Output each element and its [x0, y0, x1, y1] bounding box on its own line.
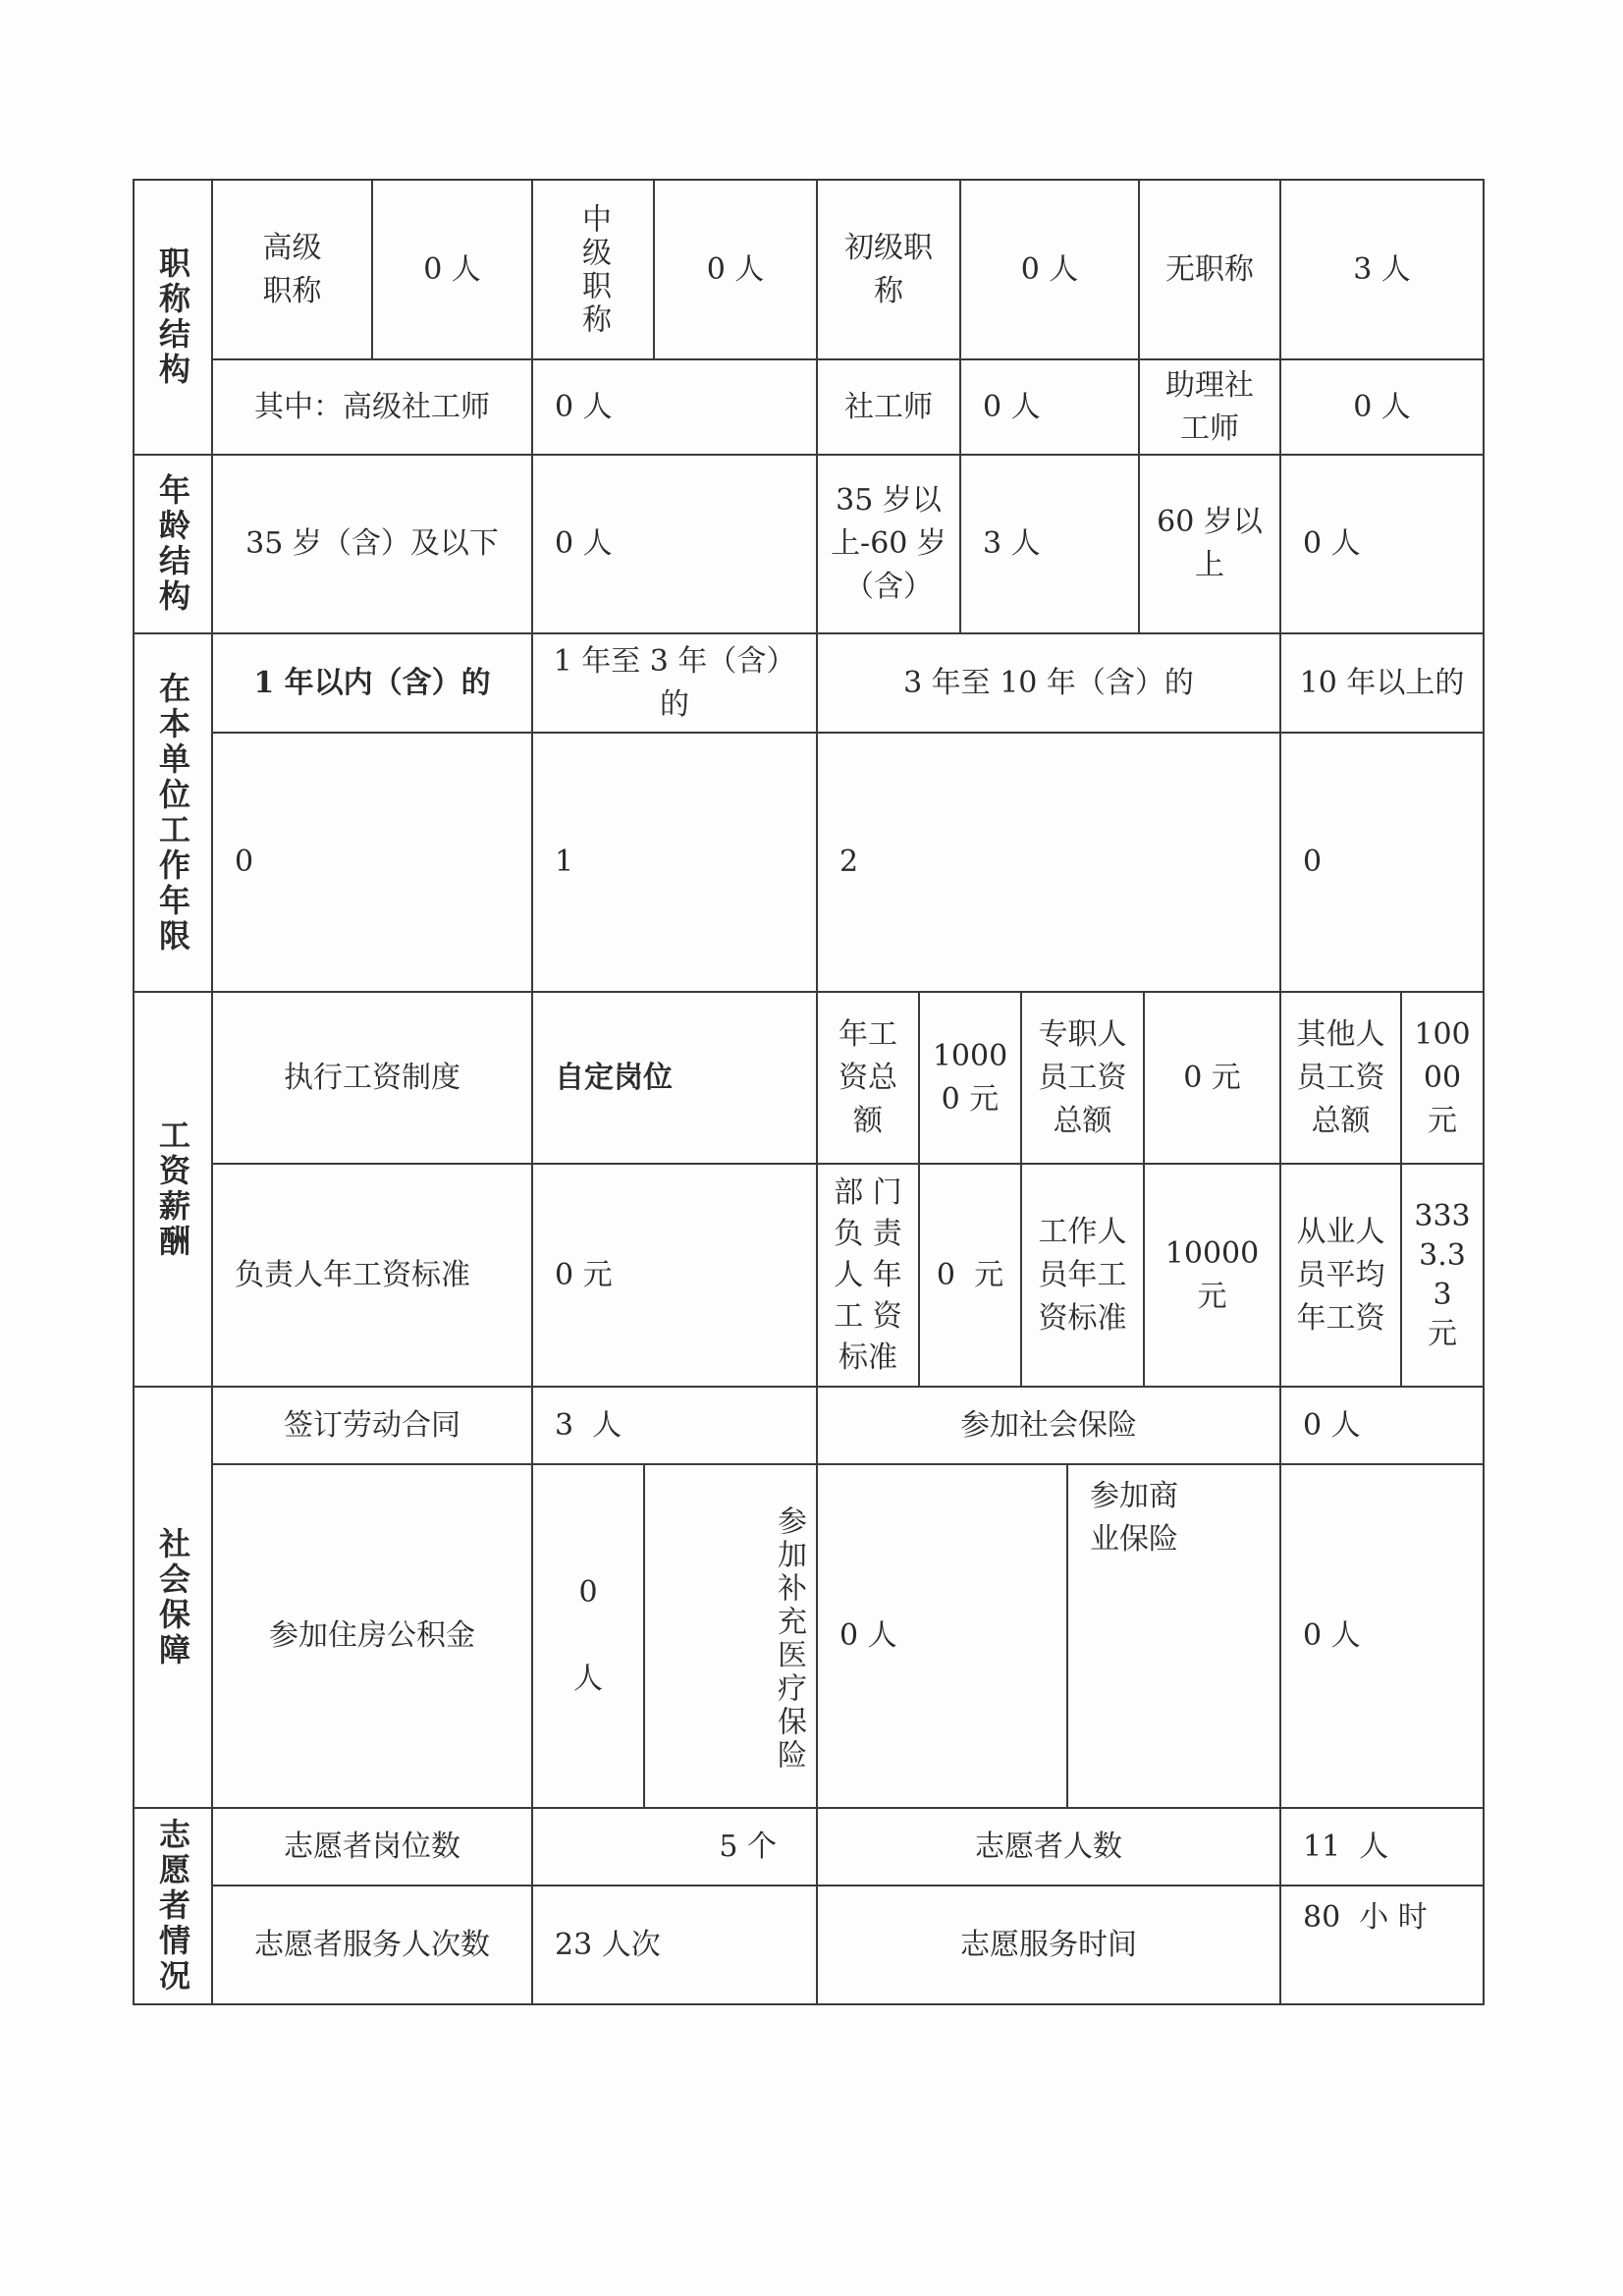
middle-title-label: 中级职称 [531, 179, 655, 360]
housing-fund-label: 参加住房公积金 [211, 1463, 533, 1809]
assistant-social-worker-value: 0 人 [1279, 358, 1485, 456]
social-insurance-value: 0 人 [1279, 1386, 1485, 1465]
tenure-header-over-10: 10 年以上的 [1279, 632, 1485, 734]
no-title-value: 3 人 [1279, 179, 1485, 360]
group-label-tenure: 在本单位工作年限 [133, 632, 213, 993]
housing-fund-value: 0 人 [531, 1463, 645, 1809]
volunteer-posts-value: 5 个 [531, 1807, 818, 1886]
tenure-header-3-10: 3 年至 10 年（含）的 [816, 632, 1281, 734]
group-label-volunteers: 志愿者情况 [133, 1807, 213, 2005]
dept-head-salary-standard-value: 0 元 [918, 1163, 1022, 1388]
senior-social-worker-value: 0 人 [531, 358, 818, 456]
tenure-value-1-3: 1 [531, 732, 818, 993]
senior-title-label: 高级 职称 [211, 179, 373, 360]
age-over-60-label: 60 岁以 上 [1138, 454, 1281, 634]
tenure-value-under-1: 0 [211, 732, 533, 993]
volunteer-posts-label: 志愿者岗位数 [211, 1807, 533, 1886]
commercial-insurance-value: 0 人 [1279, 1463, 1485, 1809]
junior-title-label: 初级职 称 [816, 179, 961, 360]
salary-system-value: 自定岗位 [531, 991, 818, 1165]
annual-salary-total-label: 年工 资总 额 [816, 991, 920, 1165]
worker-salary-standard-value: 10000 元 [1143, 1163, 1281, 1388]
age-under-35-label: 35 岁（含）及以下 [211, 454, 533, 634]
assistant-social-worker-label: 助理社 工师 [1138, 358, 1281, 456]
salary-system-label: 执行工资制度 [211, 991, 533, 1165]
group-label-title-structure: 职称结构 [133, 179, 213, 456]
other-salary-total-label: 其他人 员工资 总额 [1279, 991, 1402, 1165]
group-label-salary: 工资薪酬 [133, 991, 213, 1388]
average-salary-label: 从业人 员平均 年工资 [1279, 1163, 1402, 1388]
worker-salary-standard-label: 工作人 员年工 资标准 [1020, 1163, 1145, 1388]
social-insurance-label: 参加社会保险 [816, 1386, 1281, 1465]
fulltime-salary-total-value: 0 元 [1143, 991, 1281, 1165]
head-salary-standard-label: 负责人年工资标准 [211, 1163, 533, 1388]
other-salary-total-value: 100 00 元 [1400, 991, 1485, 1165]
average-salary-value: 333 3.3 3 元 [1400, 1163, 1485, 1388]
social-worker-label: 社工师 [816, 358, 961, 456]
volunteer-service-count-label: 志愿者服务人次数 [211, 1885, 533, 2005]
labor-contract-value: 3 人 [531, 1386, 818, 1465]
labor-contract-label: 签订劳动合同 [211, 1386, 533, 1465]
tenure-header-under-1: 1 年以内（含）的 [211, 632, 533, 734]
supplementary-medical-label: 参加补充医疗保险 [643, 1463, 818, 1809]
age-35-60-value: 3 人 [959, 454, 1140, 634]
junior-title-value: 0 人 [959, 179, 1140, 360]
group-label-age-structure: 年龄结构 [133, 454, 213, 634]
fulltime-salary-total-label: 专职人 员工资 总额 [1020, 991, 1145, 1165]
supplementary-medical-value: 0 人 [816, 1463, 1068, 1809]
tenure-value-over-10: 0 [1279, 732, 1485, 993]
no-title-label: 无职称 [1138, 179, 1281, 360]
middle-title-value: 0 人 [653, 179, 818, 360]
age-under-35-value: 0 人 [531, 454, 818, 634]
volunteer-hours-value: 80 小 时 [1279, 1885, 1485, 2005]
age-35-60-label: 35 岁以 上-60 岁 （含） [816, 454, 961, 634]
head-salary-standard-value: 0 元 [531, 1163, 818, 1388]
volunteer-service-count-value: 23 人次 [531, 1885, 818, 2005]
volunteer-count-label: 志愿者人数 [816, 1807, 1281, 1886]
tenure-value-3-10: 2 [816, 732, 1281, 993]
senior-social-worker-label: 其中：高级社工师 [211, 358, 533, 456]
annual-salary-total-value: 1000 0 元 [918, 991, 1022, 1165]
social-worker-value: 0 人 [959, 358, 1140, 456]
dept-head-salary-standard-label: 部 门 负 责 人 年 工 资 标准 [816, 1163, 920, 1388]
tenure-header-1-3: 1 年至 3 年（含）的 [531, 632, 818, 734]
senior-title-value: 0 人 [371, 179, 533, 360]
commercial-insurance-label: 参加商 业保险 [1066, 1463, 1281, 1809]
volunteer-count-value: 11 人 [1279, 1807, 1485, 1886]
volunteer-hours-label: 志愿服务时间 [816, 1885, 1281, 2005]
group-label-social-security: 社会保障 [133, 1386, 213, 1809]
age-over-60-value: 0 人 [1279, 454, 1485, 634]
